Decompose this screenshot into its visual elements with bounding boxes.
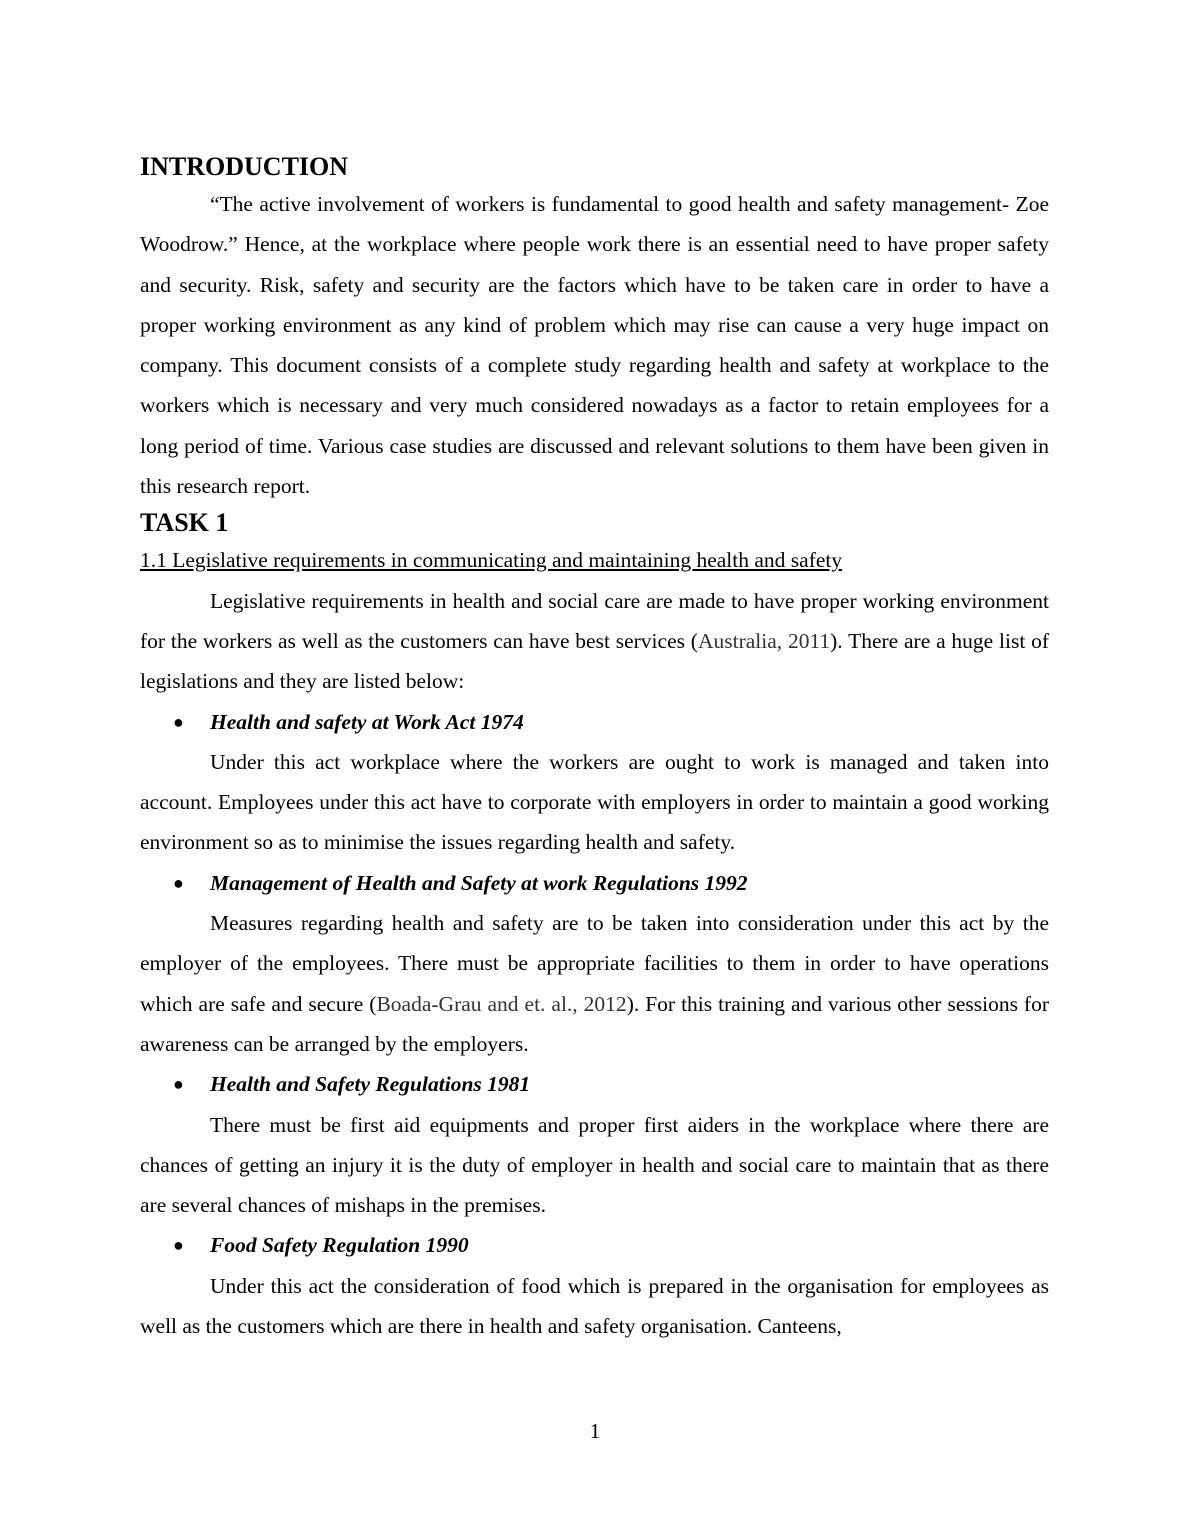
legislation-description-text-end: ). For this training and various other sessions for awareness can be arranged by the employers. bbox=[140, 991, 1050, 1056]
legislation-description-1: Under this act workplace where the workers are ought to work is managed and taken into account. Employees under this act have to corporate with employers in order to maintain a good working environment so as to minimise the issues regarding health and safety. bbox=[140, 749, 1049, 855]
legislation-intro-text: Legislative requirements in health and social care are made to have proper working environment for the workers as well as the customers can have best services ( bbox=[140, 588, 1049, 653]
bullet-icon: ● bbox=[173, 1235, 184, 1256]
legislation-intro-paragraph bbox=[140, 581, 1049, 702]
legislation-title: Food Safety Regulation 1990 bbox=[210, 1233, 469, 1258]
bullet-icon: ● bbox=[173, 872, 184, 893]
legislation-description-2 bbox=[140, 903, 1049, 1064]
legislation-title: Health and safety at Work Act 1974 bbox=[210, 709, 524, 734]
bullet-icon: ● bbox=[173, 1074, 184, 1095]
bullet-icon: ● bbox=[173, 711, 184, 732]
legislation-description-4: Under this act the consideration of food which is prepared in the organisation for employees as well as the customers which are there in health and safety organisation. Canteens, bbox=[140, 1273, 1049, 1339]
task1-heading: TASK 1 bbox=[140, 508, 229, 538]
legislation-bullet-1 bbox=[140, 702, 1049, 742]
page-content bbox=[140, 150, 1049, 1346]
legislation-bullet-4 bbox=[140, 1225, 1049, 1265]
legislation-description-3: There must be first aid equipments and proper first aiders in the workplace where there are chances of getting an injury it is the duty of employer in health and social care to maintain that as there are several chances of mishaps in the premises. bbox=[140, 1112, 1049, 1218]
legislation-title: Health and Safety Regulations 1981 bbox=[210, 1072, 531, 1097]
legislation-title: Management of Health and Safety at work Regulations 1992 bbox=[210, 870, 748, 895]
introduction-paragraph: “The active involvement of workers is fundamental to good health and safety management- Zoe Woodrow.” Hence, at the workplace where people work there is an essential need to have proper safety and security. Risk, safety and security are the factors which have to be taken care in order to have a proper working environment as any kind of problem which may rise can cause a very huge impact on company. This document consists of a complete study regarding health and safety at workplace to the workers which is necessary and very much considered nowadays as a factor to retain employees for a long period of time. Various case studies are discussed and relevant solutions to them have been given in this research report. bbox=[140, 192, 1049, 499]
section-1-1-subheading: 1.1 Legislative requirements in communicating and maintaining health and safety bbox=[140, 548, 843, 573]
legislation-intro-text-end: ). There are a huge list of legislations and they are listed below: bbox=[140, 628, 1049, 694]
legislation-description-text: Measures regarding health and safety are to be taken into consideration under this act by the employer of the employees. There must be appropriate facilities to them in order to have operations which are safe and secure ( bbox=[140, 911, 1049, 1016]
citation-australia-2011: Australia, 2011 bbox=[697, 628, 831, 653]
page-number: 1 bbox=[589, 1419, 601, 1443]
introduction-heading: INTRODUCTION bbox=[140, 152, 349, 181]
legislation-bullet-2 bbox=[140, 863, 1049, 903]
legislation-bullet-3 bbox=[140, 1064, 1049, 1104]
citation-boada-grau-2012: Boada-Grau and et. al., 2012 bbox=[376, 991, 627, 1016]
